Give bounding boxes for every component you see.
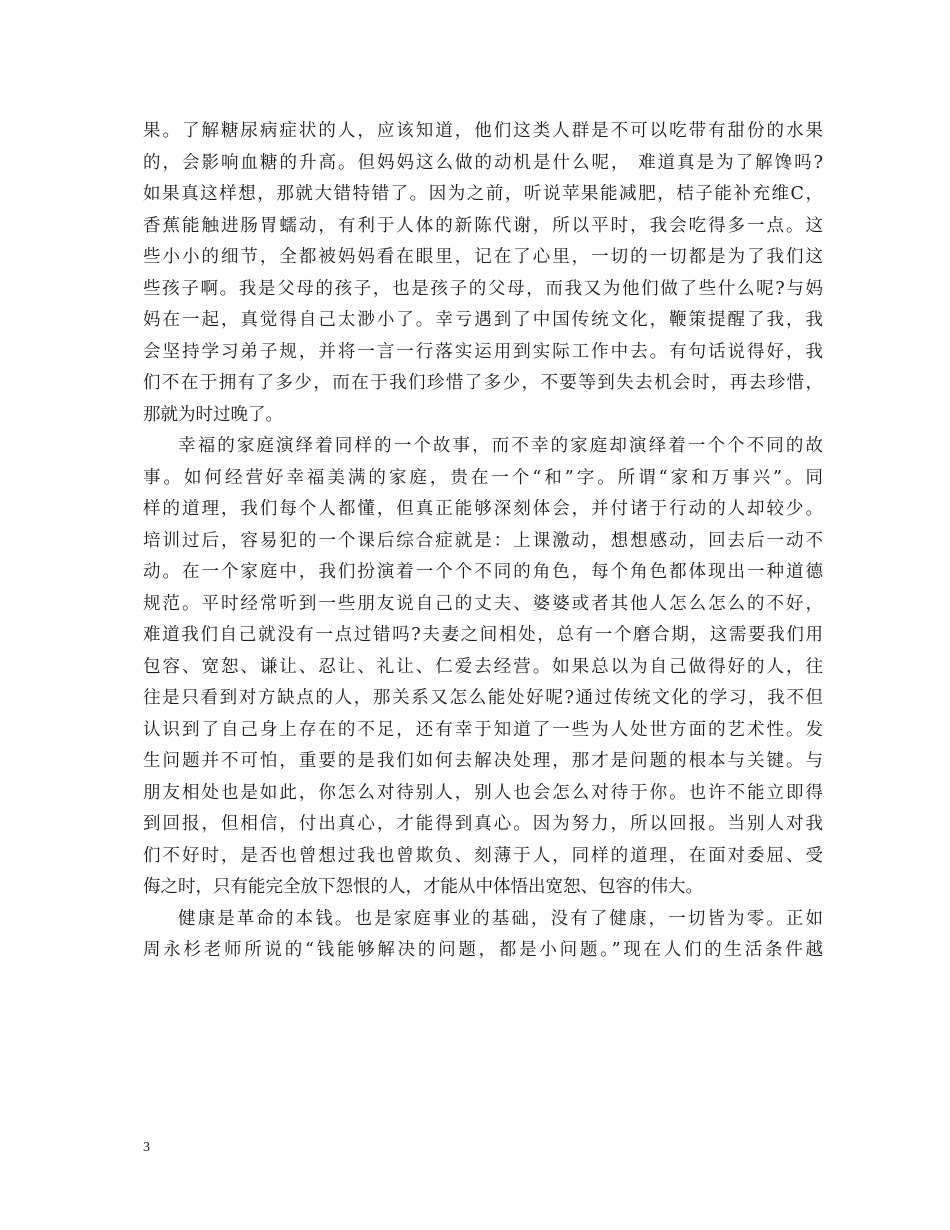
text-line: 认识到了自己身上存在的不足，还有幸于知道了一些为人处世方面的艺术性。发 bbox=[143, 719, 823, 740]
page-number: 3 bbox=[143, 1140, 150, 1155]
text-line: 们不好时，是否也曾想过我也曾欺负、刻薄于人，同样的道理，在面对委屈、受 bbox=[143, 845, 823, 866]
paragraph bbox=[143, 431, 823, 904]
text-line: 的，会影响血糖的升高。但妈妈这么做的动机是什么呢， 难道真是为了解馋吗? bbox=[143, 152, 823, 173]
text-line: 难道我们自己就没有一点过错吗?夫妻之间相处，总有一个磨合期，这需要我们用 bbox=[143, 625, 823, 645]
text-line: 到回报，但相信，付出真心，才能得到真心。因为努力，所以回报。当别人对我 bbox=[143, 814, 823, 834]
text-line: 规范。平时经常听到一些朋友说自己的丈夫、婆婆或者其他人怎么怎么的不好， bbox=[143, 593, 823, 614]
text-line: 们不在于拥有了多少，而在于我们珍惜了多少，不要等到失去机会时，再去珍惜， bbox=[143, 373, 823, 393]
text-line: 事。如何经营好幸福美满的家庭，贵在一个“和”字。所谓“家和万事兴”。同 bbox=[143, 467, 823, 488]
text-line: 往是只看到对方缺点的人，那关系又怎么能处好呢?通过传统文化的学习，我不但 bbox=[143, 688, 823, 708]
paragraph bbox=[143, 116, 823, 431]
text-line: 会坚持学习弟子规，并将一言一行落实运用到实际工作中去。有句话说得好，我 bbox=[143, 341, 823, 362]
text-line: 些孩子啊。我是父母的孩子，也是孩子的父母，而我又为他们做了些什么呢?与妈 bbox=[143, 278, 823, 299]
paragraph bbox=[143, 904, 823, 967]
text-line: 些小小的细节，全都被妈妈看在眼里，记在了心里，一切的一切都是为了我们这 bbox=[143, 247, 823, 267]
text-line: 动。在一个家庭中，我们扮演着一个个不同的角色，每个角色都体现出一种道德 bbox=[143, 562, 823, 582]
text-line: 侮之时，只有能完全放下怨恨的人，才能从中体悟出宽恕、包容的伟大。 bbox=[143, 877, 703, 897]
text-line: 如果真这样想，那就大错特错了。因为之前，听说苹果能减肥，桔子能补充维C， bbox=[143, 184, 823, 204]
text-line: 果。了解糖尿病症状的人，应该知道，他们这类人群是不可以吃带有甜份的水果 bbox=[143, 121, 823, 141]
text-line: 周永杉老师所说的“钱能够解决的问题，都是小问题。”现在人们的生活条件越 bbox=[143, 940, 823, 960]
text-line: 生问题并不可怕，重要的是我们如何去解决处理，那才是问题的根本与关键。与 bbox=[143, 751, 823, 771]
text-line: 妈在一起，真觉得自己太渺小了。幸亏遇到了中国传统文化，鞭策提醒了我，我 bbox=[143, 310, 823, 330]
body-text bbox=[143, 116, 823, 967]
text-line: 朋友相处也是如此，你怎么对待别人，别人也会怎么对待于你。也许不能立即得 bbox=[143, 782, 823, 803]
text-line: 香蕉能触进肠胃蠕动，有利于人体的新陈代谢，所以平时，我会吃得多一点。这 bbox=[143, 215, 823, 236]
text-line: 样的道理，我们每个人都懂，但真正能够深刻体会，并付诸于行动的人却较少。 bbox=[143, 499, 823, 519]
text-line: 那就为时过晚了。 bbox=[143, 404, 283, 425]
text-line: 培训过后，容易犯的一个课后综合症就是：上课激动，想想感动，回去后一动不 bbox=[143, 530, 823, 551]
text-line: 包容、宽恕、谦让、忍让、礼让、仁爱去经营。如果总以为自己做得好的人，往 bbox=[143, 656, 823, 677]
text-line: 幸福的家庭演绎着同样的一个故事，而不幸的家庭却演绎着一个个不同的故 bbox=[178, 436, 823, 456]
text-line: 健康是革命的本钱。也是家庭事业的基础，没有了健康，一切皆为零。正如 bbox=[178, 908, 823, 929]
